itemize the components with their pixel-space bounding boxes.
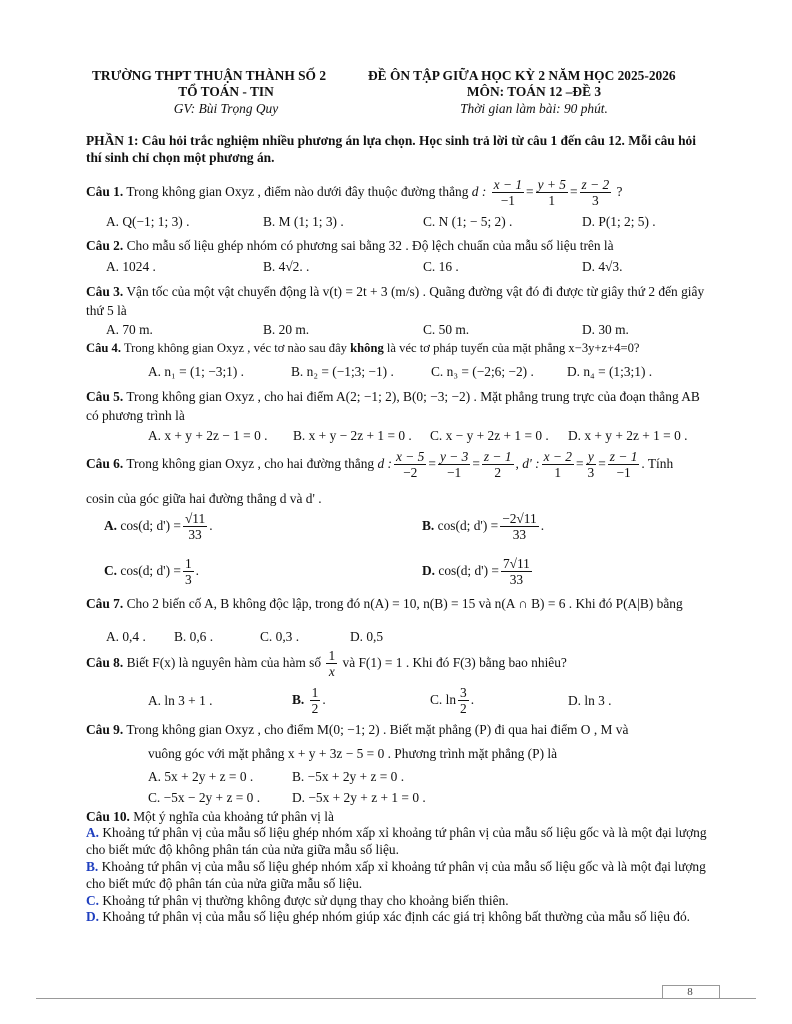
question-2-text: Cho mẫu số liệu ghép nhóm có phương sai bằng 32 . Độ lệch chuẩn của mẫu số liệu trên là [126,238,614,253]
q2-option-b[interactable]: B. 4√2. . [263,259,310,274]
question-7-text: Cho 2 biến cố A, B không độc lập, trong đó n(A) = 10, n(B) = 15 và n(A ∩ B) = 6 . Khi đó P(A|B) bằng [126,596,683,611]
line-d-label: d : [377,455,392,471]
question-4-text: Trong không gian Oxyz , véc tơ nào sau đây [123,341,347,355]
q5-option-d[interactable]: D. x + y + 2z + 1 = 0 . [568,428,688,443]
question-8-text-end: và F(1) = 1 . Khi đó F(3) bằng bao nhiêu? [342,654,567,670]
q1-option-a[interactable]: A. Q(−1; 1; 3) . [106,214,190,229]
question-10 [86,809,334,826]
question-10-text: Một ý nghĩa của khoảng tứ phân vị là [133,809,334,824]
question-8 [86,648,567,680]
fraction: $\frac{x - 5}{-2}$ [396,449,425,481]
question-9-text-b: vuông góc với mặt phẳng x + y + 3z − 5 = 0 . Phương trình mặt phẳng (P) là [148,746,558,761]
fraction: $\frac{x - 2}{1}$ [543,449,572,481]
question-5 [86,387,711,426]
question-6-text: Trong không gian Oxyz , cho hai đường thẳng [126,455,375,471]
exam-time: Thời gian làm bài: 90 phút. [460,101,608,116]
fraction: $\frac{1}{3}$ [184,556,192,588]
q1-option-b[interactable]: B. M (1; 1; 3) . [263,214,344,229]
question-1: Câu 1. Trong không gian Oxyz , điểm nào dưới đây thuộc đường thẳng d : $\frac{x - 1}{-1}$ = $\frac{y + 5}{1}$ = $\frac{z - 2}{3}$ ? [86,177,623,209]
q4-option-c[interactable]: C. n₃ = (−2;6; −2) . [431,364,534,379]
question-10-label: Câu 10. [86,809,130,824]
fraction: $\frac{7√11}{33}$ [502,556,530,588]
question-4-label: Câu 4. [86,341,121,355]
question-5-text: Trong không gian Oxyz , cho hai điểm A(2; −1; 2), B(0; −3; −2) . Mặt phẳng trung trực của đoạn thẳng AB có phương trình là [86,389,700,424]
q5-option-a[interactable]: A. x + y + 2z − 1 = 0 . [148,428,268,443]
q7-option-b[interactable]: B. 0,6 . [174,629,214,644]
q1-option-d[interactable]: D. P(1; 2; 5) . [582,214,656,229]
fraction: $\frac{√11}{33}$ [184,511,206,543]
question-6-label: Câu 6. [86,455,124,471]
question-8-text: Biết F(x) là nguyên hàm của hàm số [126,654,322,670]
department: TỔ TOÁN - TIN [178,84,274,99]
q4-option-a[interactable]: A. n₁ = (1; −3;1) . [148,364,245,379]
q9-option-c[interactable]: C. −5x − 2y + z = 0 . [148,790,261,805]
q1-option-c[interactable]: C. N (1; − 5; 2) . [423,214,513,229]
school-name: TRƯỜNG THPT THUẬN THÀNH SỐ 2 [92,68,327,83]
q8-option-d[interactable]: D. ln 3 . [568,693,612,708]
q8-option-a[interactable]: A. ln 3 + 1 . [148,693,213,708]
q9-option-a[interactable]: A. 5x + 2y + z = 0 . [148,769,254,784]
q3-option-c[interactable]: C. 50 m. [423,322,470,337]
q8-option-b[interactable]: B. $\frac{1}{2}$ . [292,685,326,717]
q10-option-c[interactable]: C. Khoảng tứ phân vị thường không được sử dụng thay cho khoảng biến thiên. [86,893,509,908]
question-9-label: Câu 9. [86,722,124,737]
question-2 [86,238,614,255]
fraction: $\frac{z - 2}{3}$ [581,177,610,209]
line-dprime-label: , d' : [515,455,540,471]
fraction: $\frac{3}{2}$ [460,685,467,717]
teacher-name: GV: Bùi Trọng Quy [173,101,279,116]
q4-option-d[interactable]: D. n₄ = (1;3;1) . [567,364,653,379]
q4-option-b[interactable]: B. n₂ = (−1;3; −1) . [291,364,394,379]
fraction: $\frac{z - 1}{2}$ [483,449,512,481]
q9-option-d[interactable]: D. −5x + 2y + z + 1 = 0 . [292,790,426,805]
question-5-label: Câu 5. [86,389,124,404]
q10-option-d[interactable]: D. Khoảng tứ phân vị của mẫu số liệu ghép nhóm giúp xác định các giá trị không bất thường của mẫu số liệu đó. [86,909,690,924]
question-4 [86,341,640,357]
question-2-label: Câu 2. [86,238,124,253]
fraction: $\frac{1}{2}$ [311,685,319,717]
q3-option-d[interactable]: D. 30 m. [582,322,629,337]
q6-option-a[interactable]: A. cos(d; d') = $\frac{√11}{33}$ . [104,511,213,543]
question-3-text: Vận tốc của một vật chuyển động là v(t) = 2t + 3 (m/s) . Quãng đường vật đó đi được từ giây thứ 2 đến giây thứ 5 là [86,284,705,319]
question-1-label: Câu 1. [86,183,124,199]
q7-option-d[interactable]: D. 0,5 [350,629,384,644]
fraction: $\frac{z - 1}{-1}$ [609,449,638,481]
question-4-emphasis: không [350,341,384,355]
question-3-label: Câu 3. [86,284,124,299]
q2-option-d[interactable]: D. 4√3. [582,259,623,274]
q3-option-b[interactable]: B. 20 m. [263,322,310,337]
footer-rule [36,998,756,999]
fraction: $\frac{-2√11}{33}$ [502,511,537,543]
question-7 [86,596,711,613]
exam-title: ĐỀ ÔN TẬP GIỮA HỌC KỲ 2 NĂM HỌC 2025-2026 [368,68,676,83]
q7-option-c[interactable]: C. 0,3 . [260,629,300,644]
q6-option-b[interactable]: B. cos(d; d') = $\frac{-2√11}{33}$ . [422,511,545,543]
page-number: 8 [687,986,693,998]
q9-option-b[interactable]: B. −5x + 2y + z = 0 . [292,769,405,784]
question-9-text: Trong không gian Oxyz , cho điểm M(0; −1; 2) . Biết mặt phẳng (P) đi qua hai điểm O , M và [126,722,629,737]
q7-option-a[interactable]: A. 0,4 . [106,629,146,644]
question-4-text-end: là véc tơ pháp tuyến của mặt phẳng x−3y+z+4=0? [386,341,640,355]
fraction: $\frac{y + 5}{1}$ [537,177,566,209]
q5-option-c[interactable]: C. x − y + 2z + 1 = 0 . [430,428,549,443]
question-8-label: Câu 8. [86,654,124,670]
part1-heading: PHẦN 1: Câu hỏi trắc nghiệm nhiều phương án lựa chọn. Học sinh trả lời từ câu 1 đến câu 12. Mỗi câu hỏi thí sinh chỉ chọn một phương án. [86,133,696,165]
line-d-label: d : [471,183,487,199]
q5-option-b[interactable]: B. x + y − 2z + 1 = 0 . [293,428,412,443]
question-1-text: Trong không gian Oxyz , điểm nào dưới đây thuộc đường thẳng [126,183,469,199]
q3-option-a[interactable]: A. 70 m. [106,322,153,337]
q10-option-a[interactable]: A. Khoảng tứ phân vị của mẫu số liệu ghép nhóm xấp xỉ khoảng tứ phân vị của mẫu số liệu gốc và là một đại lượng cho biết mức độ không phân tán của nửa giữa mẫu số liệu. [86,825,707,857]
question-7-label: Câu 7. [86,596,124,611]
q10-option-b[interactable]: B. Khoảng tứ phân vị của mẫu số liệu ghép nhóm xấp xỉ khoảng tứ phân vị của mẫu số liệu gốc và là một đại lượng cho biết mức độ phân tán của nửa giữa mẫu số liệu. [86,859,706,891]
fraction: $\frac{1}{x}$ [328,648,336,680]
fraction: $\frac{x - 1}{-1}$ [493,177,523,209]
question-6-text-b: cosin của góc giữa hai đường thẳng d và d' . [86,491,322,506]
question-3 [86,282,711,321]
exam-subject: MÔN: TOÁN 12 –ĐỀ 3 [466,84,602,99]
q8-option-c[interactable]: C. ln $\frac{3}{2}$ . [430,685,475,717]
q2-option-a[interactable]: A. 1024 . [106,259,156,274]
fraction: $\frac{y - 3}{-1}$ [439,449,469,481]
q6-option-c[interactable]: C. cos(d; d') = $\frac{1}{3}$ . [104,556,199,588]
question-6: Câu 6. Trong không gian Oxyz , cho hai đường thẳng d : $\frac{x - 5}{-2}$ = $\frac{y - 3}{-1}$ = $\frac{z - 1}{2}$ , d' : $\frac{x - 2}{1}$ = $\frac{y}{3}$ = $\frac{z - 1}{-1}$ . Tính [86,449,674,481]
q2-option-c[interactable]: C. 16 . [423,259,459,274]
question-9 [86,722,628,739]
fraction: $\frac{y}{3}$ [587,449,595,481]
q6-option-d[interactable]: D. cos(d; d') = $\frac{7√11}{33}$ [422,556,530,588]
